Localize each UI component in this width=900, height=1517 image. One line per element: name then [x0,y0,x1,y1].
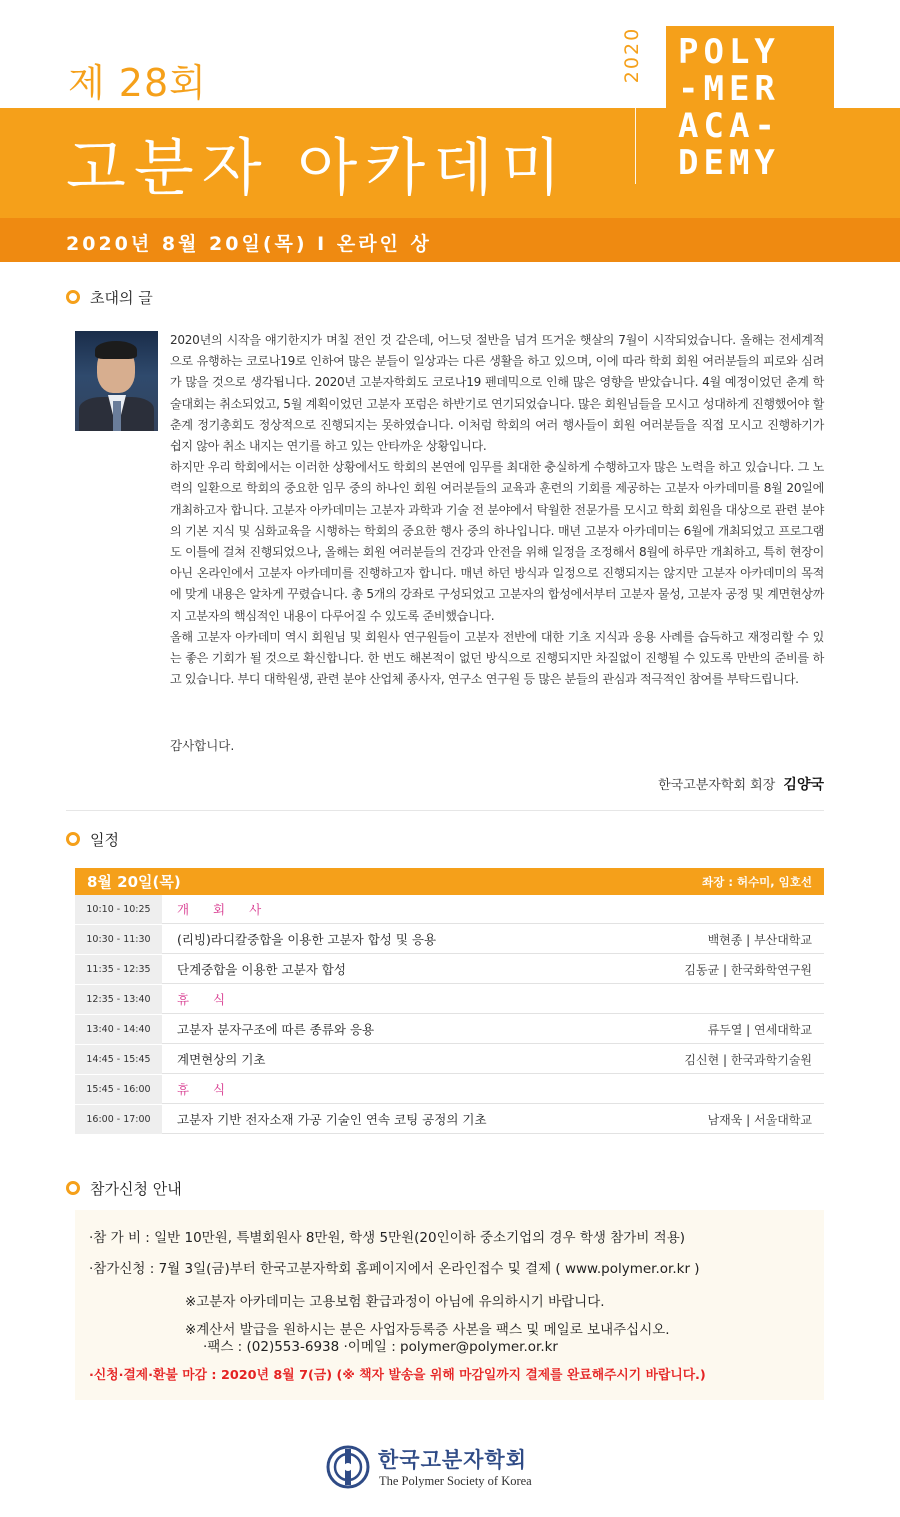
year-vertical-label [612,18,652,88]
schedule-time: 15:45 - 16:00 [75,1075,162,1104]
invitation-heading-text: 초대의 글 [90,288,153,307]
year-text: 2020 [621,26,643,84]
letter-closing: 감사합니다. [170,738,235,753]
lecture-title: (리빙)라디칼중합을 이용한 고분자 합성 및 응용 [177,932,437,947]
schedule-body [162,1105,824,1134]
bullet-circle-icon [66,1181,80,1195]
schedule-body [162,925,824,954]
academy-logo [670,30,830,186]
signer-title: 한국고분자학회 회장 [658,778,776,793]
society-name-english: The Polymer Society of Korea [379,1474,532,1488]
logo-line-4: DEMY [678,143,780,183]
logo-line-3: ACA- [678,106,780,146]
page-title: 고분자 아카데미 [66,131,569,204]
year-divider [635,92,636,184]
registration-contact: ·팩스 : (02)553-6938 ·이메일 : polymer@polymer.or.kr [203,1339,558,1355]
schedule-time: 16:00 - 17:00 [75,1105,162,1134]
bullet-circle-icon [66,832,80,846]
schedule-row [75,955,824,985]
schedule-body [162,985,824,1014]
society-name-korean: 한국고분자학회 [378,1448,528,1472]
registration-fee: ·참 가 비 : 일반 10만원, 특별회원사 8만원, 학생 5만원(20인이하 중소기업의 경우 학생 참가비 적용) [89,1230,686,1246]
lecture-title: 계면현상의 기초 [177,1052,266,1067]
schedule-time: 10:10 - 10:25 [75,895,162,924]
logo-line-1: POLY [678,32,780,72]
registration-apply: ·참가신청 : 7월 3일(금)부터 한국고분자학회 홈페이지에서 온라인접수 및 결제 ( www.polymer.or.kr ) [89,1261,700,1277]
registration-deadline: ·신청·결제·환불 마감 : 2020년 8월 7(금) (※ 책자 발송을 위해 마감일까지 결제를 완료해주시기 바랍니다.) [89,1368,706,1383]
schedule-break-label: 휴 식 [177,992,236,1007]
schedule-body [162,955,824,984]
bullet-circle-icon [66,290,80,304]
registration-heading-text: 참가신청 안내 [90,1179,182,1198]
schedule-break-label: 휴 식 [177,1082,236,1097]
schedule-time: 11:35 - 12:35 [75,955,162,984]
president-photo [75,331,158,431]
schedule-body [162,1075,824,1104]
letter-paragraph-1: 2020년의 시작을 얘기한지가 며칠 전인 것 같은데, 어느덧 절반을 넘겨 뜨거운 햇살의 7월이 시작되었습니다. 올해는 전세계적으로 유행하는 코로나19로 인하여 많은 분들이 일상과는 다른 생활을 하고 있으며, 이에 따라 학회 회원 여러분들의 피로와 심려가 많을 것으로 생각됩니다. 2020년 고분자학회도 코로나19 펜데믹으로 인해 많은 영향을 받았습니다. 4월 예정이었던 춘계 학술대회는 취소되었고, 5월 계획이었던 고분자 포럼은 하반기로 연기되었습니다. 많은 회원님들을 모시고 성대하게 진행했어야 할 춘계 정기총회도 정상적으로 진행되지는 못하였습니다. 이처럼 학회의 여러 행사들이 회원 여러분들을 직접 모시고 진행하기가 쉽지 않아 취소 내지는 연기를 하고 있는 안타까운 상황입니다. [170,333,824,454]
schedule-time: 14:45 - 15:45 [75,1045,162,1074]
schedule-row [75,895,824,925]
schedule-heading [66,828,119,850]
schedule-heading-text: 일정 [90,830,119,849]
lecture-title: 단계중합을 이용한 고분자 합성 [177,962,346,977]
schedule-row [75,925,824,955]
schedule-time: 13:40 - 14:40 [75,1015,162,1044]
schedule-row [75,1075,824,1105]
schedule-body [162,1045,824,1074]
lecture-speaker: 김동균 | 한국화학연구원 [684,962,812,977]
registration-heading [66,1177,182,1199]
logo-line-2: -MER [678,69,780,109]
letter-signature [658,774,824,794]
schedule-time: 10:30 - 11:30 [75,925,162,954]
section-divider [66,810,824,811]
schedule-chair: 좌장 : 허수미, 임호선 [702,874,812,889]
edition-label: 제 28회 [68,61,207,105]
schedule-time: 12:35 - 13:40 [75,985,162,1014]
lecture-title: 고분자 분자구조에 따른 종류와 응용 [177,1022,375,1037]
schedule-row [75,985,824,1015]
society-emblem-icon [326,1445,370,1489]
lecture-speaker: 김신현 | 한국과학기술원 [684,1052,812,1067]
invitation-heading [66,286,153,308]
letter-paragraph-2: 하지만 우리 학회에서는 이러한 상황에서도 학회의 본연에 임무를 최대한 충실하게 수행하고자 많은 노력을 하고 있습니다. 그 노력의 일환으로 학회의 중요한 임무 중의 하나인 회원 여러분들의 교육과 훈련의 기회를 제공하는 고분자 아카데미를 8월 20일에 개최하고자 합니다. 고분자 아카데미는 고분자 과학과 기술 전 분야에서 탁월한 전문가를 모시고 학회 회원을 대상으로 관련 분야의 기본 지식 및 심화교육을 시행하는 학회의 중요한 행사 중의 하나입니다. 매년 고분자 아카데미는 6월에 개최되었고 프로그램도 이틀에 걸쳐 진행되었으나, 올해는 회원 여러분들의 건강과 안전을 위해 일정을 조정해서 8월에 하루만 개최하고, 특히 현장이 아닌 온라인에서 고분자 아카데미를 진행하고자 합니다. 매년 하던 방식과 일정으로 진행되지는 않지만 고분자 아카데미의 목적에 맞게 내용은 알차게 꾸렸습니다. 총 5개의 강좌로 구성되었고 고분자의 합성에서부터 고분자 물성, 고분자 공정 및 계면현상까지 고분자의 핵심적인 내용이 다루어질 수 있도록 준비했습니다. [170,460,824,623]
schedule-body [162,895,824,924]
registration-note-insurance: ※고분자 아카데미는 고용보험 환급과정이 아님에 유의하시기 바랍니다. [185,1294,605,1310]
lecture-speaker: 백현종 | 부산대학교 [707,932,812,947]
schedule-row [75,1045,824,1075]
registration-note-invoice: ※계산서 발급을 원하시는 분은 사업자등록증 사본을 팩스 및 메일로 보내주십시오. [185,1322,670,1338]
schedule-header-row [75,868,824,895]
lecture-speaker: 류두열 | 연세대학교 [707,1022,812,1037]
schedule-break-label: 개 회 사 [177,902,272,917]
signer-name: 김양국 [783,777,824,793]
registration-info-box [75,1210,824,1400]
schedule-row [75,1105,824,1135]
letter-paragraph-3: 올해 고분자 아카데미 역시 회원님 및 회원사 연구원들이 고분자 전반에 대한 기초 지식과 응용 사례를 습득하고 재정리할 수 있는 좋은 기회가 될 것으로 확신합니다. 한 번도 해본적이 없던 방식으로 진행되지만 차질없이 진행될 수 있도록 만반의 준비를 하고 있습니다. 부디 대학원생, 관련 분야 산업체 종사자, 연구소 연구원 등 많은 분들의 관심과 적극적인 참여를 부탁드립니다. [170,629,824,687]
event-date-line: 2020년 8월 20일(목) I 온라인 상 [66,233,432,255]
schedule-body [162,1015,824,1044]
lecture-speaker: 남재욱 | 서울대학교 [707,1112,812,1127]
schedule-day: 8월 20일(목) [87,873,181,891]
invitation-letter [170,330,824,690]
schedule-table [75,868,824,1135]
lecture-title: 고분자 기반 전자소재 가공 기술인 연속 코팅 공정의 기초 [177,1112,487,1127]
schedule-row [75,1015,824,1045]
